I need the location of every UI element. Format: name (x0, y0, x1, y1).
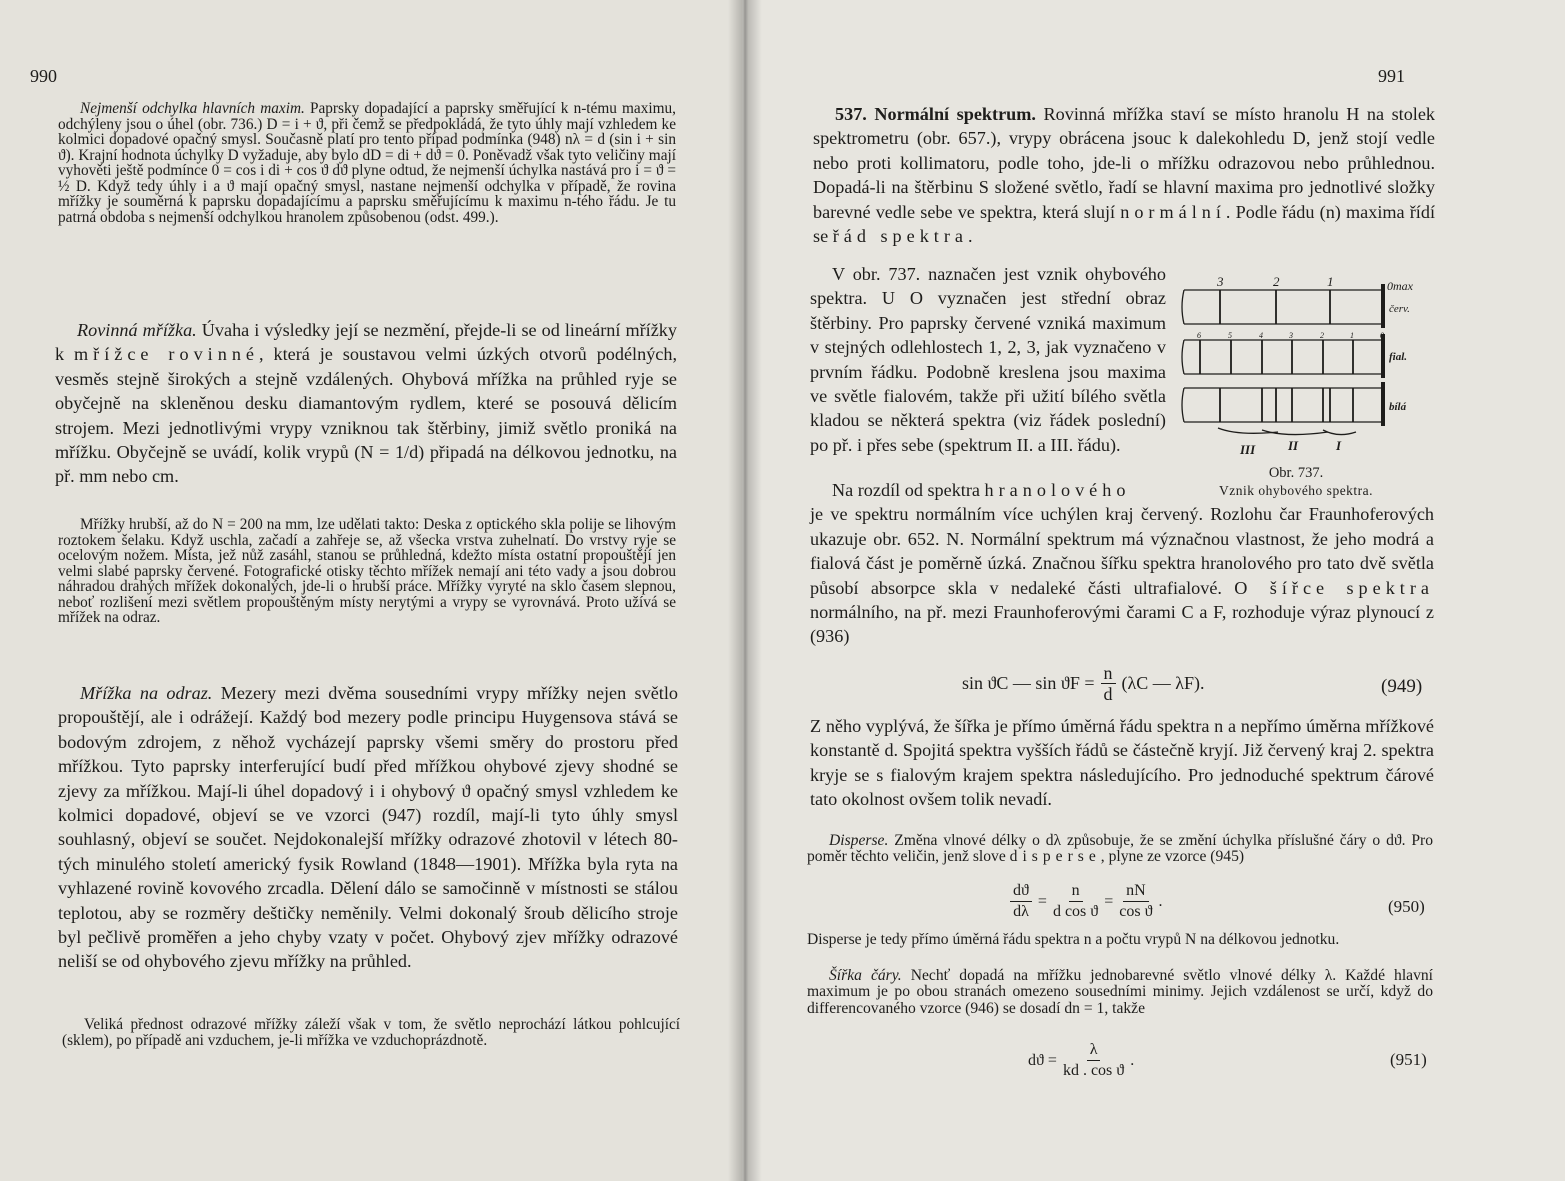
order-label-II: II (1288, 438, 1299, 453)
figure-title: Vznik ohybového spektra. (1218, 483, 1374, 498)
fraction-numerator: nN (1123, 881, 1149, 902)
spaced-term: hranolového (984, 480, 1131, 500)
spaced-term: mřížce rovinné (74, 344, 259, 365)
top-label-3: 3 (1217, 276, 1224, 289)
paragraph-text: Nechť dopadá na mřížku jednobarevné světlo vlnové délky λ. Každé hlavní maximum je po obou stranách omezeno sousedními minimy. Jejich vzdálenost se určí, když do differencovaného vzorce (946) se dosadí dn = 1, takže (807, 967, 1433, 1017)
row2-label: fial. (1389, 351, 1408, 363)
paragraph-text: Změna vlnové délky o dλ způsobuje, že se změní úchylka příslušné čáry o dϑ. Pro poměr těchto veličin, jenž slove (807, 832, 1433, 866)
equation-number-951: (951) (1390, 1050, 1427, 1069)
equation-lhs: sin ϑC — sin ϑF = (962, 673, 1095, 693)
fraction-denominator: kd . cos ϑ (1062, 1062, 1125, 1079)
top-label-0max: 0max (1387, 279, 1413, 293)
paragraph-lead: Rovinná mřížka. (77, 320, 197, 340)
row2-tick-3: 3 (1289, 331, 1293, 340)
left-paragraph-2 (55, 318, 677, 489)
fraction-denominator: dλ (1013, 903, 1029, 920)
equation-fraction (1010, 881, 1032, 922)
equation-rhs: (λC — λF). (1121, 673, 1205, 693)
row2-tick-0: 0 (1380, 331, 1384, 340)
equation-949 (962, 663, 1204, 704)
right-paragraph-1 (813, 102, 1435, 248)
row3-left-bracket (1182, 388, 1184, 422)
left-paragraph-3 (58, 517, 676, 626)
equation-950 (1010, 881, 1162, 922)
order-brace-II (1262, 430, 1328, 435)
right-paragraph-5 (807, 833, 1433, 866)
paragraph-text: normálního, na př. mezi Fraunhoferovými čarami C a F, rozhoduje výraz plynoucí z (936) (810, 602, 1434, 647)
row2-left-bracket (1182, 340, 1184, 374)
paragraph-text: Z něho vyplývá, že šířka je přímo úměrná řádu spektra n a nepřímo úměrna mřížkové konstantě d. Spojitá spektra vyšších řádů se částečně kryjí. Již červený kraj 2. spektra kryje se s fialovým krajem spektra následujícího. Pro jednoduché spektrum čárové tato okolnost ovšem tolik nevadí. (810, 716, 1434, 810)
equation-fraction (1119, 881, 1152, 922)
equation-fraction (1053, 881, 1098, 922)
right-paragraph-6 (807, 932, 1433, 948)
paragraph-text: Mezery mezi dvěma sousedními vrypy mřížky nejen světlo propouštějí, ale i odrážejí. Každý bod mezery podle principu Huygensova stává se bodovým zdrojem, z něhož vycházejí paprsky všemi směry do prostoru před mřížkou. Tyto paprsky interferující budí před mřížkou ohybové zjevy shodné se zjevy za mřížkou. Mají-li úhel dopadový i i ohybový ϑ opačný smysl vzhledem ke kolmici dopadové, objeví se ve vzorci (947) rozdíl, mají-li tyto úhly smysl souhlasný, objeví se součet. Nejdokonalejší mřížky odrazové zhotovil v létech 80-tých minulého století americký fysik Rowland (1848—1901). Mřížka byla ryta na vyhlazené rovině kovového zrcadla. Dělení dálo se samočinně v místnosti se stálou teplotou, aby se rozměry deštičky neměnily. Velmi dokonalý šroub dělicího stroje byl pečlivě proměřen a jeho chyby vzaty v počet. Ohybový zjev mřížky odrazové neliší se od ohybového zjevu mřížky na průhled. (58, 683, 678, 972)
paragraph-lead: Šířka čáry. (829, 967, 902, 984)
row1-label: červ. (1389, 303, 1410, 315)
equation-number-950: (950) (1388, 897, 1425, 916)
paragraph-text: Rovinná mřížka staví se místo hranolu H na stolek spektrometru (obr. 657.), vrypy obrácena jsouc k dalekohledu D, jenž stojí vedle nebo proti kollimatoru, podle toho, jde-li o mřížku odrazovou nebo průhlednou. Dopadá-li na štěrbinu S složené světlo, řadí se hlavní maxima pro jednotlivé složky barevné vedle sebe ve spektra, která slují (813, 104, 1436, 222)
spaced-term: normální (1120, 201, 1226, 222)
paragraph-text-end: , která je soustavou velmi úzkých otvorů podélných, vesměs stejně širokých a stejně vzdálených. Ohybová mřížka na průhled ryje se obyčejně na skleněnou desku diamantovým rydlem, které se posouvá dělicím strojem. Mezi jednotlivými vrypy vzniknou tak štěrbiny, jimiž světlo proniká na mřížku. Obyčejně se uvádí, kolik vrypů (N = 1/d) připadá na délkovou jednotku, na př. mm nebo cm. (55, 344, 678, 487)
section-heading: 537. Normální spektrum. (835, 104, 1036, 124)
fraction-denominator: d cos ϑ (1052, 903, 1099, 920)
row1-left-bracket (1182, 290, 1184, 324)
equation-951 (1028, 1040, 1134, 1081)
equals-sign: = (1104, 892, 1114, 910)
spaced-term: disperse (1009, 848, 1101, 866)
equation-fraction (1101, 663, 1116, 704)
paragraph-lead: Mřížka na odraz. (80, 683, 213, 703)
row3-label: bílá (1389, 401, 1407, 413)
fraction-numerator: λ (1087, 1040, 1101, 1061)
row2-tick-6: 6 (1197, 331, 1201, 340)
paragraph-text: Úvaha i výsledky její se nezmění, přejde-li se od lineární mřížky k (55, 320, 677, 365)
paragraph-lead: Nejmenší odchylka hlavních maxim. (80, 100, 305, 117)
period: . (1130, 1051, 1135, 1069)
paragraph-text: V obr. 737. naznačen jest vznik ohybového spektra. U O vyznačen jest střední obraz štěrbiny. Pro paprsky červené vzniká maximum v stejných odlehlostech 1, 2, 3, jak vyznačeno v prvním řádku. Podobně kreslena jsou maxima ve světle fialovém, takže při užití bílého světla kladou se některá spektra (viz řádek poslední) po př. i přes sebe (spektrum II. a III. řádu). (810, 264, 1166, 455)
figure-number: Obr. 737. (1268, 465, 1324, 481)
paragraph-text: , plyne ze vzorce (945) (1100, 848, 1245, 866)
paragraph-text: je ve spektru normálním více uchýlen kraj červený. Rozlohu čar Fraunhoferových ukazuje obr. 652. N. Normální spektrum má význačnou vlastnost, že jeho modrá a fialová část je poměrně úzká. Značnou šířku spektra hranolového pro tato dvě světla působí absorpce skla v nedaleké části ultrafialové. (810, 504, 1434, 598)
row2-tick-1: 1 (1350, 331, 1354, 340)
left-paragraph-4 (58, 681, 678, 974)
period: . (1158, 892, 1163, 910)
row2-tick-2: 2 (1320, 331, 1324, 340)
row2-tick-5: 5 (1228, 331, 1232, 340)
paragraph-text: . (968, 226, 973, 247)
paragraph-text: Paprsky dopadající a paprsky směřující k n-tému maximu, odchýleny jsou o úhel (obr. 736.) D = i + ϑ, při čemž se předpokládá, že tyto úhly mají vzhledem ke kolmici dopadové opačný smysl. Současně platí pro tento případ podmínka (948) nλ = d (sin i + sin ϑ). Krajní hodnota úchylky D vyžaduje, aby bylo dD = di + dϑ = 0. Poněvadž však tyto veličiny mají vyhověti ještě podmínce 0 = cos i di + cos ϑ dϑ plyne odtud, že nejmenší úchylka nastává pro i = ϑ = ½ D. Když tedy úhly i a ϑ mají opačný smysl, nastane nejmenší odchylka v případě, že rovina mřížky je souměrná k paprsku dopadajícímu a paprsku směřujícímu k maximu n-tého řádu. Je tu patrná obdoba s nejmenší odchylkou hranolem způsobenou (odst. 499.). (58, 100, 676, 226)
order-brace-I (1323, 430, 1356, 435)
equals-sign: = (1037, 892, 1047, 910)
fraction-numerator: n (1101, 663, 1116, 684)
spectrum-diagram (1178, 276, 1448, 466)
paragraph-text: Veliká přednost odrazové mřížky záleží však v tom, že světlo neprochází látkou pohlcující (sklem), po případě ani vzduchem, je-li mřížka ve vzduchoprázdnotě. (62, 1016, 680, 1049)
spaced-term: O šířce spektra (1234, 577, 1434, 598)
paragraph-text: . Podle řádu (n) maxima řídí se (813, 201, 1436, 247)
paragraph-text: Disperse je tedy přímo úměrná řádu spektra n a počtu vrypů N na délkovou jednotku. (807, 931, 1340, 948)
right-paragraph-4 (810, 714, 1434, 812)
left-paragraph-5 (62, 1017, 680, 1048)
equation-fraction (1063, 1040, 1124, 1081)
fraction-numerator: n (1069, 881, 1083, 902)
fraction-denominator: cos ϑ (1119, 903, 1153, 920)
right-paragraph-2 (810, 262, 1166, 457)
paragraph-lead: Disperse. (829, 832, 889, 849)
paragraph-text: Mřížky hrubší, až do N = 200 na mm, lze udělati takto: Deska z optického skla polije se lihovým roztokem šelaku. Když uschla, začadí a zahřeje se, až všecka vrstva zuhelnatí. Do vrstvy ryje se ocelovým nožem. Místa, jež nůž zasáhl, stanou se průhledná, kdežto místa ostatní propouštějí jen velmi slabé paprsky červené. Fotografické otisky těchto mřížek nemají ani této vady a jsou dobrou náhradou drahých mřížek dokonalých, jde-li o hrubší práce. Mřížky vyryté na sklo časem slepnou, neboť rozlišení mezi světlem propouštěným místy nerytými a vrypy se vyrovnává. Proto užívá se mřížek na odraz. (58, 516, 676, 626)
book-gutter (728, 0, 762, 1181)
order-label-I: I (1336, 438, 1342, 453)
spaced-term: řád spektra (832, 226, 968, 247)
left-paragraph-1 (58, 101, 676, 225)
right-page-number: 991 (1378, 66, 1405, 86)
equation-lhs: dϑ = (1028, 1051, 1057, 1069)
fraction-denominator: d (1103, 684, 1113, 704)
paragraph-text: Na rozdíl od spektra (832, 480, 985, 500)
fraction-numerator: dϑ (1010, 881, 1032, 902)
top-label-1: 1 (1327, 276, 1334, 289)
top-label-2: 2 (1273, 276, 1280, 289)
figure-caption (1176, 464, 1416, 500)
left-page-number: 990 (30, 66, 57, 86)
row2-tick-4: 4 (1259, 331, 1263, 340)
right-paragraph-7 (807, 968, 1433, 1017)
equation-number-949: (949) (1381, 676, 1423, 697)
order-label-III: III (1240, 442, 1256, 457)
